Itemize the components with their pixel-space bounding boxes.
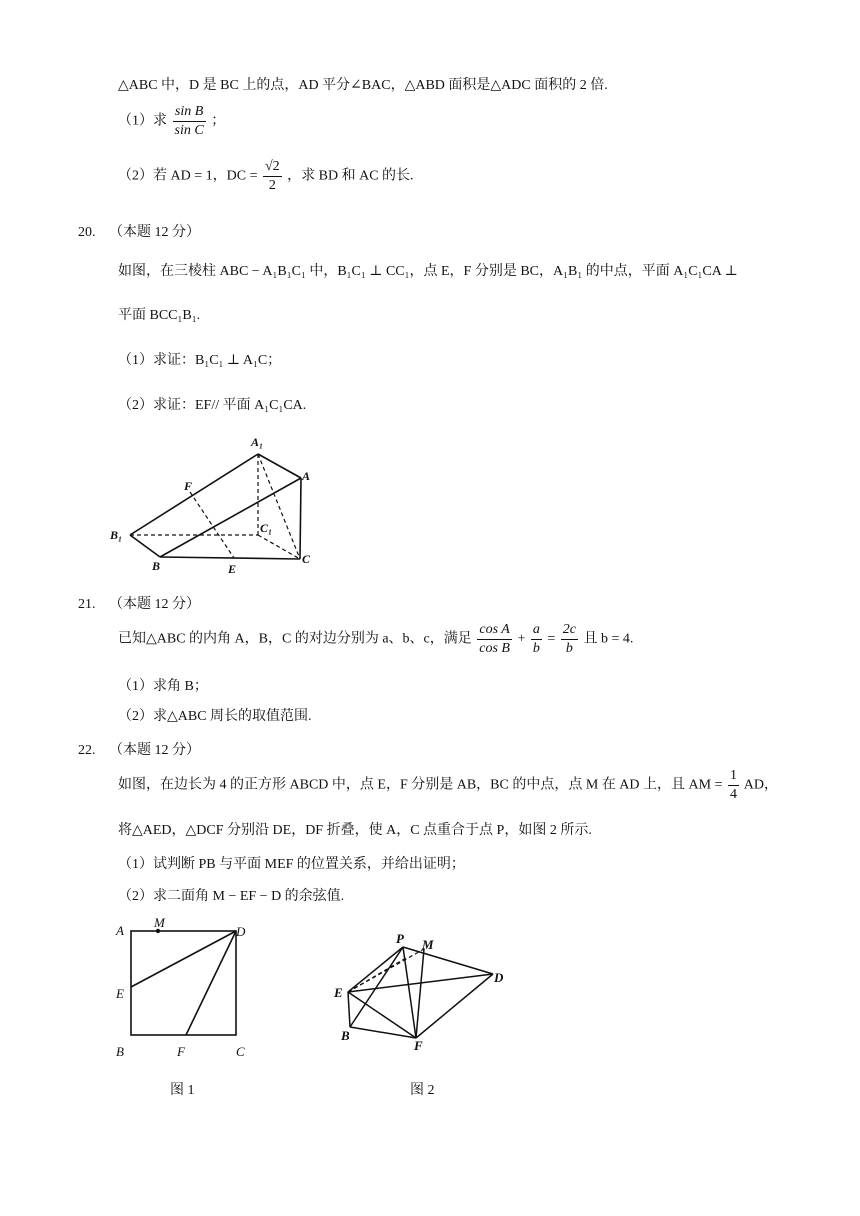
q22-figure1 xyxy=(110,918,260,1063)
q22-line1-prefix: 如图，在边长为 4 的正方形 ABCD 中，点 E，F 分别是 AB，BC 的中点，点 M 在 AD 上，且 AM = xyxy=(118,777,723,793)
q20-line1: 如图，在三棱柱 ABC − A₁B₁C₁ 中，B₁C₁ ⊥ CC₁，点 E，F 分别是 BC，A₁B₁ 的中点，平面 A₁C₁CA ⊥ xyxy=(118,264,738,279)
q19-part2-suffix: ，求 BD 和 AC 的长. xyxy=(287,168,414,184)
q22-points: （本题 12 分） xyxy=(109,743,200,758)
q19-part1-fraction xyxy=(173,103,206,140)
q20-line2: 平面 BCC₁B₁. xyxy=(118,308,201,323)
q22-fig2-label-e: E xyxy=(334,985,343,1000)
q22-part2: （2）求二面角 M − EF − D 的余弦值. xyxy=(118,889,345,904)
q21-plus: + xyxy=(517,631,526,647)
q22-figure1-caption: 图 1 xyxy=(170,1083,195,1098)
q20-label-c1: C₁ xyxy=(260,521,273,535)
q21-fraction-2cb xyxy=(561,621,578,658)
q20-label-f: F xyxy=(184,479,193,493)
q20-prism-figure xyxy=(100,432,325,577)
q21-points: （本题 12 分） xyxy=(109,597,200,612)
q21-equals: = xyxy=(547,631,556,647)
q22-line1 xyxy=(118,767,778,804)
q19-part2-numerator: √2 xyxy=(263,158,282,177)
q21-fraction-cos xyxy=(477,621,512,658)
q22-fig1-label-a: A xyxy=(116,923,124,938)
q22-fig1-label-e: E xyxy=(116,986,124,1001)
q21-line1-suffix: 且 b = 4. xyxy=(583,631,634,647)
q22-number: 22. xyxy=(78,743,96,758)
q22-fig1-label-f: F xyxy=(177,1044,185,1059)
q22-fig2-label-m: M xyxy=(422,937,434,952)
q19-part1-suffix: ； xyxy=(211,113,226,129)
q19-part1-denominator: sin C xyxy=(174,123,204,138)
q20-label-b1: B₁ xyxy=(110,528,123,542)
q19-part2-fraction xyxy=(263,158,282,195)
q22-fig1-label-d: D xyxy=(236,924,246,939)
q22-fig2-label-f: F xyxy=(414,1038,423,1050)
q21-fraction-2cb-den: b xyxy=(565,641,573,656)
q22-fig2-label-p: P xyxy=(396,931,404,946)
q20-label-a1: A₁ xyxy=(251,435,264,449)
q21-number: 21. xyxy=(78,597,96,612)
q21-fraction-ab xyxy=(531,621,542,658)
q19-part2-denominator: 2 xyxy=(268,178,276,193)
q22-fraction-num: 1 xyxy=(728,767,739,786)
q19-part2-prefix: （2）若 AD = 1，DC = xyxy=(118,168,258,184)
q22-fig1-label-m: M xyxy=(154,918,165,930)
q20-label-b: B xyxy=(152,559,161,573)
q20-label-a: A xyxy=(302,469,311,483)
q22-fig1-label-c: C xyxy=(236,1044,245,1059)
q22-line2: 将△AED，△DCF 分别沿 DE，DF 折叠，使 A，C 点重合于点 P，如图 2 所示. xyxy=(118,823,592,838)
q21-fraction-ab-den: b xyxy=(532,641,540,656)
q20-number: 20. xyxy=(78,225,96,240)
q22-header xyxy=(78,739,200,759)
q22-figure2 xyxy=(328,930,518,1050)
q22-fig2-label-b: B xyxy=(341,1028,350,1043)
q21-fraction-cos-num: cos A xyxy=(477,621,512,640)
q22-fig2-label-d: D xyxy=(494,970,504,985)
q20-label-c: C xyxy=(302,552,311,566)
q22-fraction xyxy=(728,767,739,804)
q21-fraction-2cb-num: 2c xyxy=(561,621,578,640)
q19-intro: △ABC 中，D 是 BC 上的点，AD 平分∠BAC，△ABD 面积是△ADC 面积的 2 倍. xyxy=(118,78,608,93)
q21-fraction-cos-den: cos B xyxy=(479,641,510,656)
q19-part2 xyxy=(118,158,414,195)
q20-part1: （1）求证：B₁C₁ ⊥ A₁C； xyxy=(118,353,282,368)
q20-part2: （2）求证：EF// 平面 A₁C₁CA. xyxy=(118,398,307,413)
q21-line1-prefix: 已知△ABC 的内角 A，B，C 的对边分别为 a、b、c，满足 xyxy=(118,631,472,647)
q19-part1-prefix: （1）求 xyxy=(118,113,167,129)
q20-label-e: E xyxy=(228,562,237,576)
q22-fig1-label-b: B xyxy=(116,1044,124,1059)
q22-fraction-den: 4 xyxy=(729,787,737,802)
q22-part1: （1）试判断 PB 与平面 MEF 的位置关系，并给出证明； xyxy=(118,857,465,872)
q22-figure2-caption: 图 2 xyxy=(410,1083,435,1098)
q21-line1 xyxy=(118,621,633,658)
q21-fraction-ab-num: a xyxy=(531,621,542,640)
q21-part1: （1）求角 B； xyxy=(118,679,208,694)
q21-part2: （2）求△ABC 周长的取值范围. xyxy=(118,709,312,724)
q19-part1-numerator: sin B xyxy=(173,103,206,122)
q20-header xyxy=(78,221,200,241)
q22-line1-suffix: AD， xyxy=(743,777,778,793)
q20-points: （本题 12 分） xyxy=(109,225,200,240)
q21-header xyxy=(78,593,200,613)
q19-part1 xyxy=(118,103,225,140)
